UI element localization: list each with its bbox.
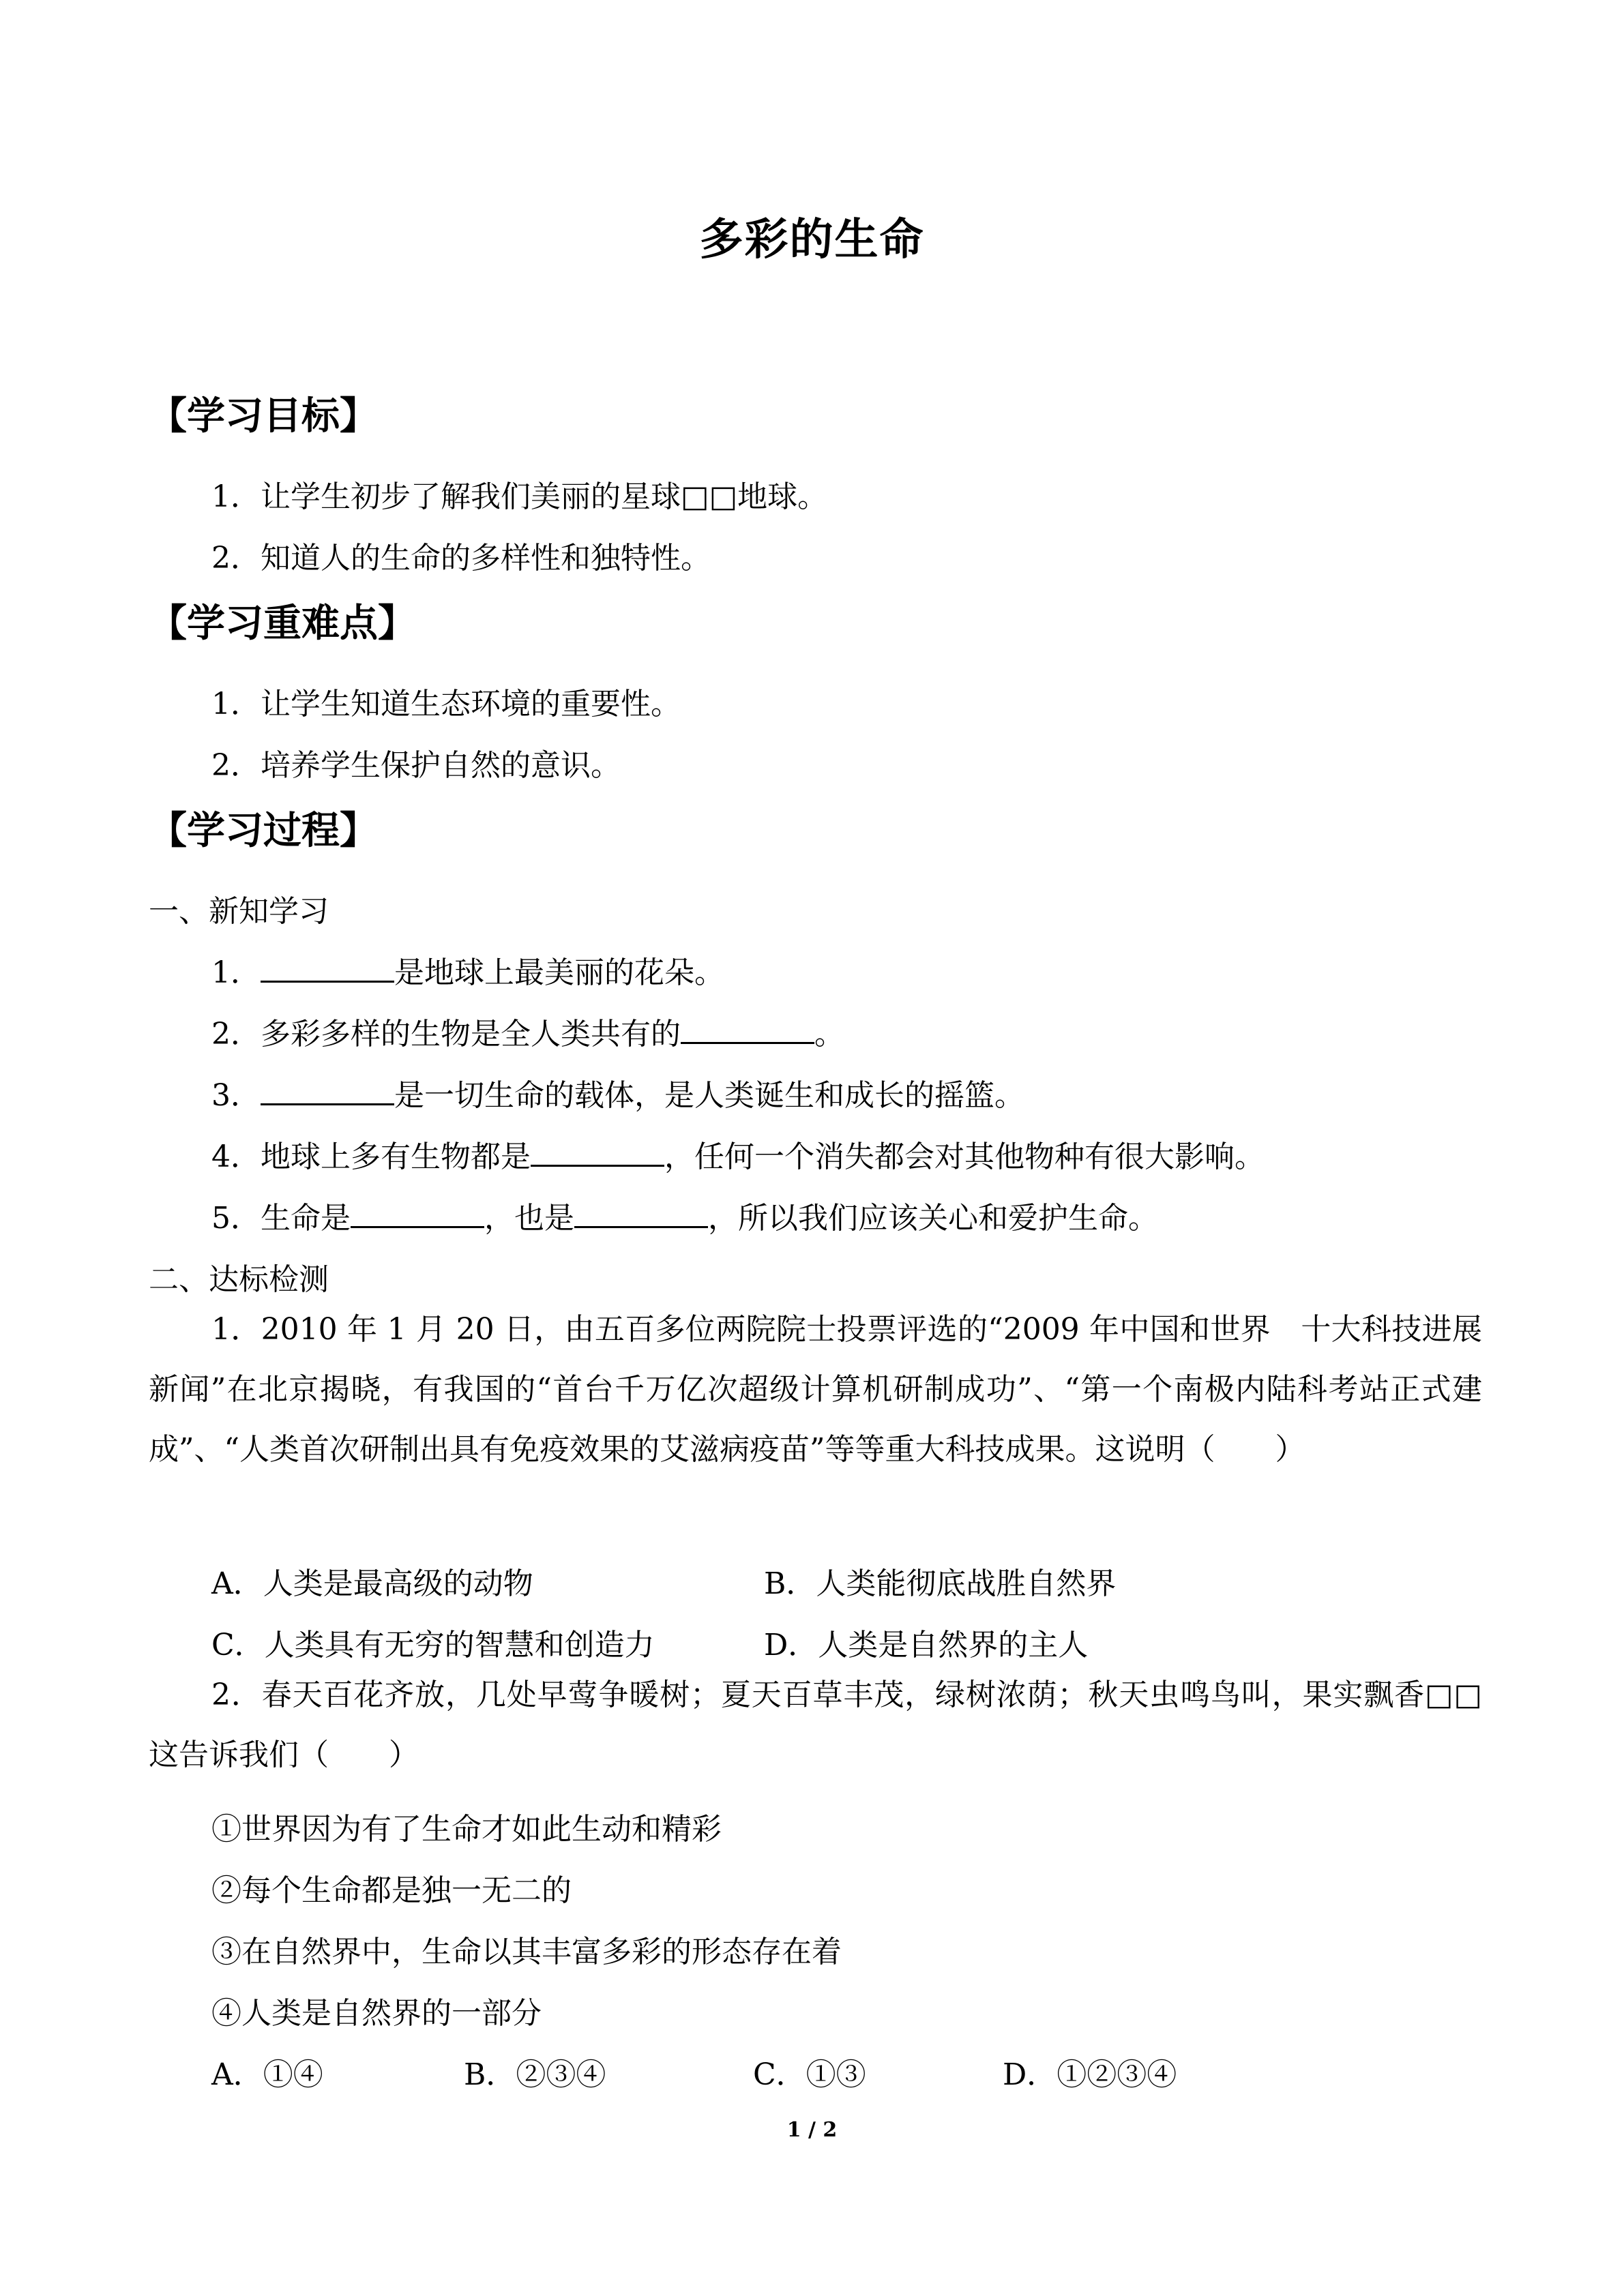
fill-question-2 xyxy=(211,1009,844,1053)
key-point-item-1: 1．让学生知道生态环境的重要性。 xyxy=(211,687,681,721)
process-heading: 【学习过程】 xyxy=(149,809,378,853)
question-text-end: ，任何一个消失都会对其他物种有很大影响。 xyxy=(664,1139,1265,1174)
fill-question-1 xyxy=(211,948,724,992)
q2-statement-3: ③在自然界中，生命以其丰富多彩的形态存在着 xyxy=(211,1935,842,1969)
goals-heading: 【学习目标】 xyxy=(149,394,378,438)
key-point-item-2: 2．培养学生保护自然的意识。 xyxy=(211,748,621,783)
question-text: 是一切生命的载体，是人类诞生和成长的摇篮。 xyxy=(394,1078,1024,1113)
fill-question-3 xyxy=(211,1071,1024,1114)
answer-blank-2[interactable] xyxy=(574,1199,708,1228)
answer-blank[interactable] xyxy=(681,1015,814,1044)
goal-item-1: 1．让学生初步了解我们美丽的星球□□地球。 xyxy=(211,479,828,514)
part1-heading: 一、新知学习 xyxy=(149,894,329,929)
page-number: 1 / 2 xyxy=(786,2118,838,2142)
q2-option-b[interactable]: B．②③④ xyxy=(464,2057,606,2092)
q1-option-c[interactable]: C．人类具有无穷的智慧和创造力 xyxy=(211,1628,655,1663)
answer-blank[interactable] xyxy=(261,1076,394,1105)
answer-blank-1[interactable] xyxy=(351,1199,484,1228)
question-text-end: 。 xyxy=(814,1017,844,1052)
answer-blank[interactable] xyxy=(261,953,394,983)
q2-statement-4: ④人类是自然界的一部分 xyxy=(211,1996,542,2031)
fill-question-4 xyxy=(211,1132,1265,1176)
question-number: 1． xyxy=(211,955,261,990)
q1-option-a[interactable]: A．人类是最高级的动物 xyxy=(211,1566,533,1601)
question-text-mid: ，也是 xyxy=(484,1201,574,1236)
answer-blank[interactable] xyxy=(531,1137,664,1167)
fill-question-5 xyxy=(211,1193,1158,1237)
q2-statement-1: ①世界因为有了生命才如此生动和精彩 xyxy=(211,1812,722,1847)
q2-option-d[interactable]: D．①②③④ xyxy=(1003,2057,1177,2092)
question-text: 4．地球上多有生物都是 xyxy=(211,1139,531,1174)
page-title: 多彩的生命 xyxy=(699,215,925,265)
mcq-question-2: 2．春天百花齐放，几处早莺争暖树；夏天百草丰茂，绿树浓荫；秋天虫鸣鸟叫，果实飘香□□这告诉我们（ ） xyxy=(149,1678,1482,1772)
q2-option-a[interactable]: A．①④ xyxy=(211,2057,323,2092)
question-text-end: ，所以我们应该关心和爱护生命。 xyxy=(708,1201,1158,1236)
question-text: 是地球上最美丽的花朵。 xyxy=(394,955,724,990)
q2-statement-2: ②每个生命都是独一无二的 xyxy=(211,1873,572,1908)
key-points-heading: 【学习重难点】 xyxy=(149,601,416,646)
goal-item-2: 2．知道人的生命的多样性和独特性。 xyxy=(211,541,711,576)
question-number: 3． xyxy=(211,1078,261,1113)
q1-option-b[interactable]: B．人类能彻底战胜自然界 xyxy=(764,1566,1117,1601)
part2-heading: 二、达标检测 xyxy=(149,1262,329,1297)
question-text: 2．多彩多样的生物是全人类共有的 xyxy=(211,1017,681,1052)
question-text: 5．生命是 xyxy=(211,1201,351,1236)
mcq-question-1: 1．2010 年 1 月 20 日，由五百多位两院院士投票评选的“2009 年中国和世界 十大科技进展新闻”在北京揭晓，有我国的“首台千万亿次超级计算机研制成功”、“第一个南极内陆科考站正式建成”、“人类首次研制出具有免疫效果的艾滋病疫苗”等等重大科技成果。这说明（ ） xyxy=(149,1312,1482,1467)
q1-option-d[interactable]: D．人类是自然界的主人 xyxy=(764,1628,1089,1663)
q2-option-c[interactable]: C．①③ xyxy=(753,2057,866,2092)
